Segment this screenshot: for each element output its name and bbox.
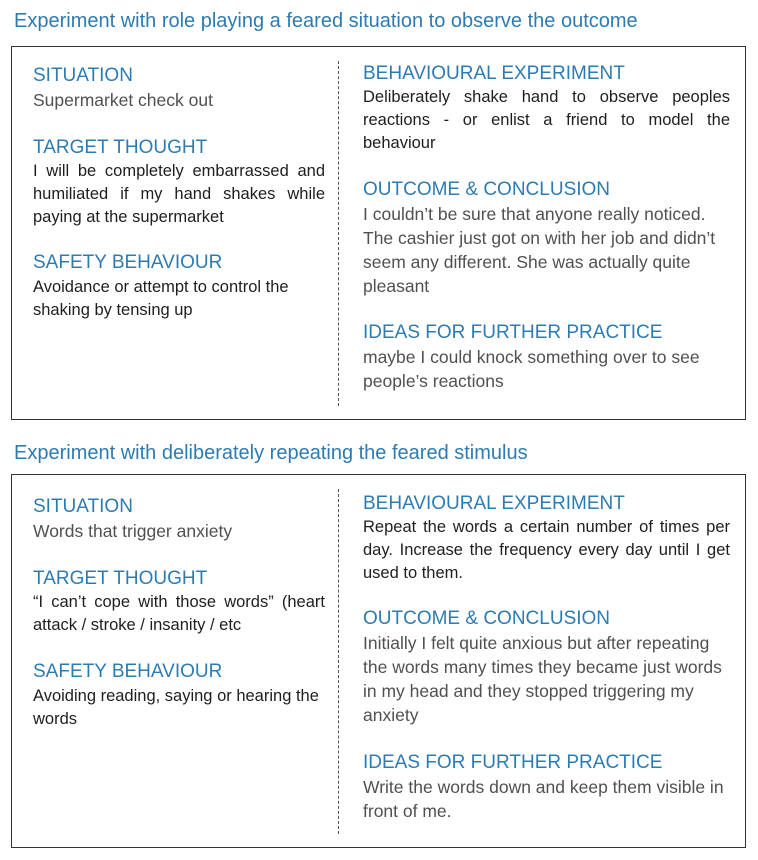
- ideas-text: maybe I could knock something over to see people’s reactions: [363, 347, 700, 391]
- section-title: Experiment with role playing a feared situation to observe the outcome: [14, 10, 638, 32]
- behavioural-experiment-text: Repeat the words a certain number of times per day. Increase the frequency every day until I get used to them.: [363, 518, 730, 582]
- column-divider: [338, 61, 339, 406]
- situation-text: Supermarket check out: [33, 90, 213, 110]
- situation-heading: SITUATION: [33, 496, 133, 517]
- target-thought-text: “I can’t cope with those words” (heart attack / stroke / insanity / etc: [33, 593, 325, 634]
- safety-behaviour-text: Avoiding reading, saying or hearing the words: [33, 687, 319, 728]
- column-divider: [338, 489, 339, 834]
- behavioural-experiment-block: [363, 63, 730, 155]
- experiment-card: [11, 474, 746, 848]
- situation-heading: SITUATION: [33, 65, 133, 86]
- section-title: Experiment with deliberately repeating the feared stimulus: [14, 442, 528, 464]
- safety-behaviour-block: [33, 252, 325, 322]
- behavioural-experiment-heading: BEHAVIOURAL EXPERIMENT: [363, 493, 625, 514]
- experiment-card: [11, 46, 746, 420]
- behavioural-experiment-text: Deliberately shake hand to observe peoples reactions - or enlist a friend to model the behaviour: [363, 88, 730, 152]
- right-column: [363, 63, 730, 403]
- ideas-heading: IDEAS FOR FURTHER PRACTICE: [363, 752, 663, 773]
- ideas-block: [363, 322, 730, 393]
- right-column: [363, 493, 730, 833]
- behavioural-experiment-heading: BEHAVIOURAL EXPERIMENT: [363, 63, 625, 84]
- ideas-heading: IDEAS FOR FURTHER PRACTICE: [363, 322, 663, 343]
- target-thought-heading: TARGET THOUGHT: [33, 568, 208, 589]
- safety-behaviour-heading: SAFETY BEHAVIOUR: [33, 661, 223, 682]
- left-column: [33, 496, 325, 836]
- outcome-block: [363, 608, 730, 727]
- ideas-block: [363, 752, 730, 823]
- outcome-text: Initially I felt quite anxious but after repeating the words many times they became just words in my head and they stopped triggering my anxiety: [363, 633, 722, 725]
- safety-behaviour-heading: SAFETY BEHAVIOUR: [33, 252, 223, 273]
- safety-behaviour-text: Avoidance or attempt to control the shaking by tensing up: [33, 278, 289, 319]
- target-thought-block: [33, 568, 325, 637]
- target-thought-text: I will be completely embarrassed and humiliated if my hand shakes while paying at the supermarket: [33, 162, 325, 226]
- situation-text: Words that trigger anxiety: [33, 521, 233, 541]
- left-column: [33, 65, 325, 405]
- target-thought-heading: TARGET THOUGHT: [33, 137, 208, 158]
- target-thought-block: [33, 137, 325, 229]
- situation-block: [33, 65, 325, 112]
- situation-block: [33, 496, 325, 543]
- ideas-text: Write the words down and keep them visible in front of me.: [363, 777, 724, 821]
- behavioural-experiment-block: [363, 493, 730, 585]
- outcome-block: [363, 179, 730, 298]
- outcome-heading: OUTCOME & CONCLUSION: [363, 179, 611, 200]
- outcome-text: I couldn’t be sure that anyone really noticed. The cashier just got on with her job and didn’t seem any different. She was actually quite pleasant: [363, 204, 716, 296]
- safety-behaviour-block: [33, 661, 325, 731]
- outcome-heading: OUTCOME & CONCLUSION: [363, 608, 611, 629]
